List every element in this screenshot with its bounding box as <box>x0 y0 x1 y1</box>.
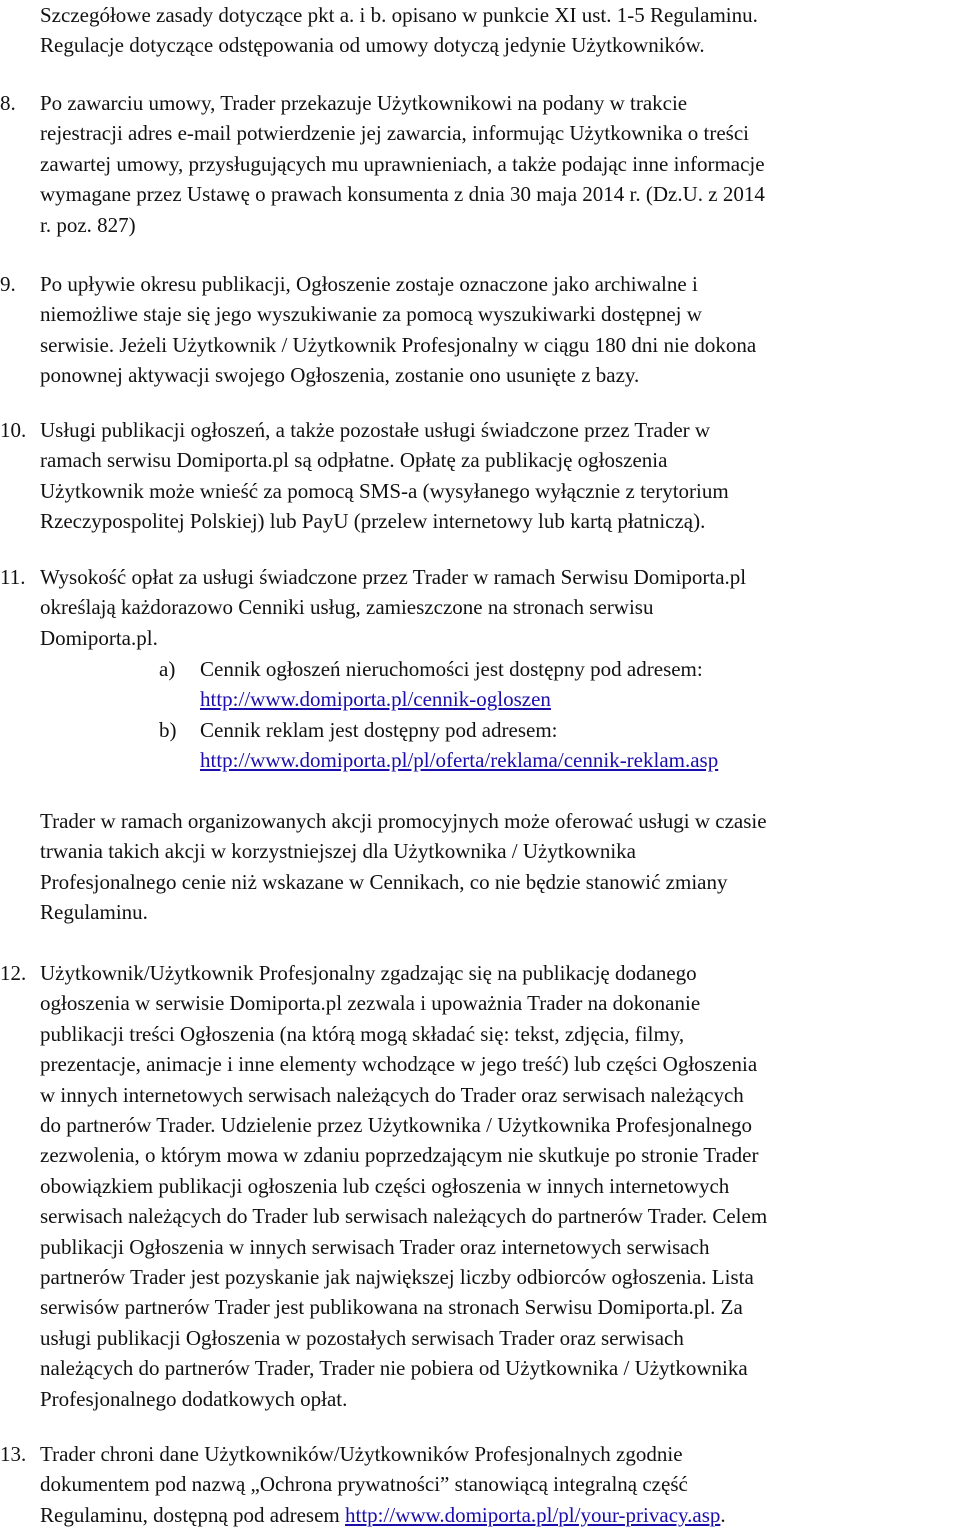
item-line: zezwolenia, o którym mowa w zdaniu poprzedzającym nie skutkuje po stronie Trader <box>40 1143 759 1168</box>
item-number: 11. <box>0 565 26 589</box>
sub-item-body <box>200 654 960 715</box>
item-line: prezentacje, animacje i inne elementy wchodzące w jego treść) lub części Ogłoszenia <box>40 1052 758 1077</box>
item-body <box>40 269 960 391</box>
item-body <box>40 562 960 653</box>
item-line: usługi publikacji Ogłoszenia w pozostałych serwisach Trader oraz serwisach <box>40 1325 684 1350</box>
item-body <box>40 1439 960 1530</box>
sub-item-text: Cennik ogłoszeń nieruchomości jest dostępny pod adresem: <box>200 657 703 681</box>
item-line: ramach serwisu Domiporta.pl są odpłatne. Opłatę za publikację ogłoszenia <box>40 448 668 473</box>
item-line: określają każdorazowo Cenniki usług, zamieszczone na stronach serwisu <box>40 595 654 620</box>
item-line: Rzeczypospolitej Polskiej) lub PayU (przelew internetowy lub kartą płatniczą). <box>40 509 706 534</box>
item-line: Po upływie okresu publikacji, Ogłoszenie zostaje oznaczone jako archiwalne i <box>40 272 698 296</box>
intro-line: Szczegółowe zasady dotyczące pkt a. i b. opisano w punkcie XI ust. 1-5 Regulaminu. <box>40 3 758 27</box>
item-number: 13. <box>0 1442 27 1466</box>
item-line: serwisach należących do Trader lub serwisach należących do partnerów Trader. Celem <box>40 1204 768 1229</box>
item-line: niemożliwe staje się jego wyszukiwanie za pomocą wyszukiwarki dostępnej w <box>40 302 702 327</box>
item-line: rejestracji adres e-mail potwierdzenie jej zawarcia, informując Użytkownika o treści <box>40 121 750 146</box>
intro-paragraph <box>40 0 960 61</box>
item-line: Domiporta.pl. <box>40 625 158 650</box>
promo-line: Regulaminu. <box>40 900 148 925</box>
item-line: r. poz. 827) <box>40 212 136 237</box>
item-line: w innych internetowych serwisach należących do Trader oraz serwisach należących <box>40 1082 744 1107</box>
item-line: dokumentem pod nazwą „Ochrona prywatności” stanowiącą integralną część <box>40 1472 688 1497</box>
advertising-price-list-link[interactable]: http://www.domiporta.pl/pl/oferta/reklama/cennik-reklam.asp <box>200 748 719 773</box>
item-line: do partnerów Trader. Udzielenie przez Użytkownika / Użytkownika Profesjonalnego <box>40 1113 753 1138</box>
promo-line: Trader w ramach organizowanych akcji promocyjnych może oferować usługi w czasie <box>40 809 767 833</box>
item-line: Użytkownik może wnieść za pomocą SMS-a (wysyłanego wyłącznie z terytorium <box>40 478 729 503</box>
item-line: ponownej aktywacji swojego Ogłoszenia, zostanie ono usunięte z bazy. <box>40 363 640 388</box>
sub-item-text: Cennik reklam jest dostępny pod adresem: <box>200 718 558 742</box>
promo-line: trwania takich akcji w korzystniejszej dla Użytkownika / Użytkownika <box>40 839 636 864</box>
promo-paragraph <box>40 806 960 928</box>
item-line: Po zawarciu umowy, Trader przekazuje Użytkownikowi na podany w trakcie <box>40 91 688 115</box>
item-number: 10. <box>0 418 27 442</box>
item-line: Użytkownik/Użytkownik Profesjonalny zgadzając się na publikację dodanego <box>40 961 697 985</box>
item-body <box>40 958 960 1414</box>
item-body <box>40 88 960 240</box>
item-line: publikacji treści Ogłoszenia (na którą mogą składać się: tekst, zdjęcia, filmy, <box>40 1021 685 1046</box>
item-body <box>40 415 960 537</box>
sub-item-label: b) <box>159 718 177 742</box>
sub-item-label: a) <box>159 657 176 681</box>
sub-item-body <box>200 715 960 776</box>
line-prefix: Regulaminu, dostępną pod adresem <box>40 1502 346 1527</box>
item-line: Wysokość opłat za usługi świadczone przez Trader w ramach Serwisu Domiporta.pl <box>40 565 747 589</box>
item-line: obowiązkiem publikacji ogłoszenia lub części ogłoszenia w innych internetowych <box>40 1173 730 1198</box>
line-suffix: . <box>720 1502 726 1527</box>
promo-line: Profesjonalnego cenie niż wskazane w Cennikach, co nie będzie stanowić zmiany <box>40 869 728 894</box>
item-line: Trader chroni dane Użytkowników/Użytkowników Profesjonalnych zgodnie <box>40 1442 683 1466</box>
item-line: ogłoszenia w serwisie Domiporta.pl zezwala i upoważnia Trader na dokonanie <box>40 991 701 1016</box>
item-line: partnerów Trader jest pozyskanie jak największej liczby odbiorców ogłoszenia. Lista <box>40 1265 754 1290</box>
item-line: serwisie. Jeżeli Użytkownik / Użytkownik Profesjonalny w ciągu 180 dni nie dokona <box>40 332 757 357</box>
item-line <box>40 1500 960 1530</box>
intro-line: Regulacje dotyczące odstępowania od umowy dotyczą jedynie Użytkowników. <box>40 33 705 58</box>
item-line: zawartej umowy, przysługujących mu uprawnieniach, a także podając inne informacje <box>40 151 765 176</box>
ads-price-list-link[interactable]: http://www.domiporta.pl/cennik-ogloszen <box>200 687 551 712</box>
item-line: należących do partnerów Trader, Trader nie pobiera od Użytkownika / Użytkownika <box>40 1356 748 1381</box>
item-number: 8. <box>0 91 16 115</box>
item-number: 9. <box>0 272 16 296</box>
item-line: serwisów partnerów Trader jest publikowana na stronach Serwisu Domiporta.pl. Za <box>40 1295 743 1320</box>
item-line: Usługi publikacji ogłoszeń, a także pozostałe usługi świadczone przez Trader w <box>40 418 711 442</box>
item-number: 12. <box>0 961 27 985</box>
item-line: Profesjonalnego dodatkowych opłat. <box>40 1386 348 1411</box>
privacy-policy-link[interactable]: http://www.domiporta.pl/pl/your-privacy.asp <box>345 1502 721 1527</box>
item-line: wymagane przez Ustawę o prawach konsumenta z dnia 30 maja 2014 r. (Dz.U. z 2014 <box>40 182 765 207</box>
item-line: publikacji Ogłoszenia w innych serwisach Trader oraz internetowych serwisach <box>40 1234 710 1259</box>
